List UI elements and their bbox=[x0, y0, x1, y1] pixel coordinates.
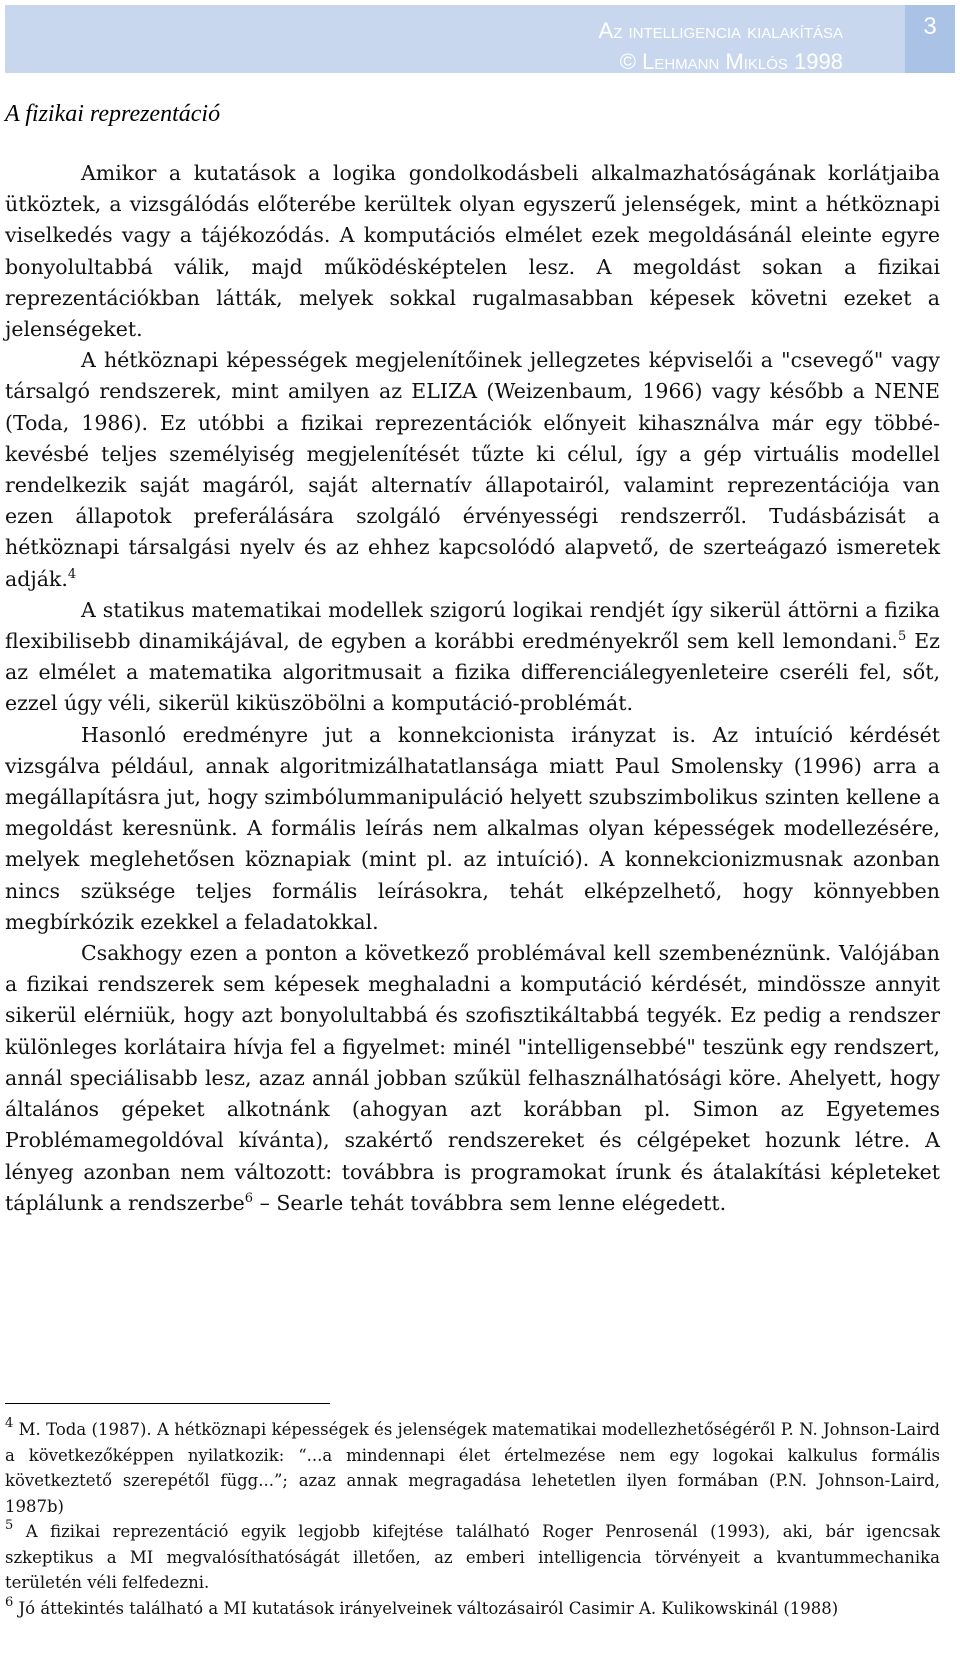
paragraph-text: Amikor a kutatások a logika gondolkodásbeli alkalmazhatóságának korlátjaiba ütköztek, a vizsgálódás előterébe kerültek olyan egyszerű jelenségek, mint a hétköznapi viselkedés vagy a tájékozódás. A komputációs elmélet ezek megoldásánál eleinte egyre bonyolultabbá válik, majd működésképtelen lesz. A megoldást sokan a fizikai reprezentációkban látták, melyek sokkal rugalmasabban képesek követni ezeket a jelenségeket. bbox=[5, 161, 940, 342]
paragraph bbox=[5, 938, 940, 1219]
copyright: © Lehmann Miklós 1998 bbox=[619, 49, 843, 74]
footnote-mark[interactable]: 5 bbox=[897, 629, 907, 645]
footnote-divider bbox=[5, 1403, 330, 1404]
footnote-mark[interactable]: 4 bbox=[67, 566, 77, 582]
footnote bbox=[5, 1417, 940, 1519]
footnote-text: Jó áttekintés található a MI kutatások irányelveinek változásairól Casimir A. Kulikowskinál (1988) bbox=[18, 1598, 839, 1618]
footnote bbox=[5, 1596, 940, 1622]
paragraph-text: Csakhogy ezen a ponton a következő problémával kell szembenéznünk. Valójában a fizikai rendszerek sem képesek meghaladni a komputáció kérdését, mindössze annyit sikerül elérniük, hogy azt bonyolultabbá és szofisztikáltabbá tegyék. Ez pedig a rendszer különleges korlátaira hívja fel a figyelmet: minél "intelligensebbé" teszünk egy rendszert, annál speciálisabb lesz, azaz annál jobban szűkül felhasználhatósági köre. Ahelyett, hogy általános gépeket alkotnánk (ahogyan azt korábban pl. Simon az Egyetemes Problémamegoldóval kívánta), szakértő rendszereket és célgépeket hozunk létre. A lényeg azonban nem változott: továbbra is programokat írunk és átalakítási képleteket táplálunk a rendszerbe bbox=[5, 941, 940, 1215]
footnotes bbox=[5, 1417, 940, 1621]
book-title: Az intelligencia kialakítása bbox=[598, 18, 843, 43]
running-header bbox=[599, 15, 843, 77]
paragraph-text: A hétköznapi képességek megjelenítőinek jellegzetes képviselői a "csevegő" vagy társalgó rendszerek, mint amilyen az ELIZA (Weizenbaum, 1966) vagy később a NENE (Toda, 1986). Ez utóbbi a fizikai reprezentációk előnyeit kihasználva már egy többé-kevésbé teljes személyiség megjelenítését tűzte ki célul, így a gép virtuális modellel rendelkezik saját magáról, saját alternatív állapotairól, valamint reprezentációja van ezen állapotok preferálására szolgáló érvényességi rendszerről. Tudásbázisát a hétköznapi társalgási nyelv és az ehhez kapcsolódó alapvető, de szerteágazó ismeretek adják. bbox=[5, 348, 940, 591]
paragraph-text: Ez az elmélet a matematika algoritmusait a fizika differenciálegyenleteire cseréli fel, sőt, ezzel úgy véli, sikerül kiküszöbölni a komputáció-problémát. bbox=[5, 629, 940, 716]
header-band bbox=[5, 5, 905, 73]
footnote-text: M. Toda (1987). A hétköznapi képességek és jelenségek matematikai modellezhetőségéről P. N. Johnson-Laird a következőképpen nyilatkozik: “...a mindennapi élet értelmezése nem egy logokai kalkulus formális következtető szerepétől függ...”; azaz annak megragadása lehetetlen ilyen formában (P.N. Johnson-Laird, 1987b) bbox=[5, 1420, 940, 1516]
footnote-number: 6 bbox=[5, 1594, 14, 1610]
footnote bbox=[5, 1519, 940, 1596]
paragraph-text: A statikus matematikai modellek szigorú logikai rendjét így sikerül áttörni a fizika flexibilisebb dinamikájával, de egyben a korábbi eredményekről sem kell lemondani. bbox=[5, 597, 940, 654]
footnote-number: 5 bbox=[5, 1518, 14, 1533]
paragraph bbox=[5, 595, 940, 720]
paragraph bbox=[5, 158, 940, 345]
paragraph bbox=[5, 720, 940, 938]
paragraph-text: – Searle tehát továbbra sem lenne elégedett. bbox=[259, 1190, 727, 1215]
paragraph bbox=[5, 345, 940, 595]
page-number: 3 bbox=[905, 5, 955, 73]
footnote-number: 4 bbox=[5, 1416, 14, 1431]
body-text bbox=[5, 158, 940, 1219]
footnote-mark[interactable]: 6 bbox=[244, 1190, 254, 1206]
footnote-text: A fizikai reprezentáció egyik legjobb kifejtése található Roger Penrosenál (1993), aki, bár igencsak szkeptikus a MI megvalósíthatóságát illetően, az emberi intelligencia törvényeit a kvantummechanika területén véli felfedezni. bbox=[5, 1522, 940, 1592]
paragraph-text: Hasonló eredményre jut a konnekcionista irányzat is. Az intuíció kérdését vizsgálva például, annak algoritmizálhatatlansága miatt Paul Smolensky (1996) arra a megállapításra jut, hogy szimbólummanipuláció helyett szubszimbolikus szinten kellene a megoldást keresnünk. A formális leírás nem alkalmas olyan képességek modellezésére, melyek meglehetősen köznapiak (mint pl. az intuíció). A konnekcionizmusnak azonban nincs szüksége teljes formális leírásokra, tehát elképzelhető, hogy könnyebben megbírkózik ezekkel a feladatokkal. bbox=[5, 722, 940, 934]
section-title: A fizikai reprezentáció bbox=[5, 101, 221, 127]
